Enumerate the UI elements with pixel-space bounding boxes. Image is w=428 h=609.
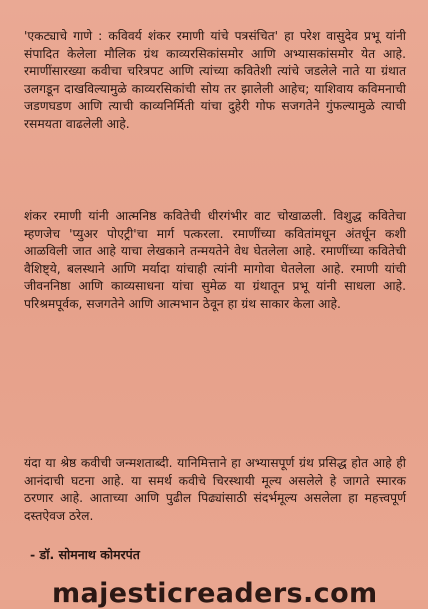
- watermark-text: majesticreaders.com: [52, 578, 378, 609]
- blurb-paragraph-3: यंदा या श्रेष्ठ कवीची जन्मशताब्दी. यानिमित्ताने हा अभ्यासपूर्ण ग्रंथ प्रसिद्ध होत आहे ही आनंदाची घटना आहे. या समर्थ कवीचे चिरस्थायी मूल्य असलेले हे जागते स्मारक ठरणार आहे. आताच्या आणि पुढील पिढ्यांसाठी संदर्भमूल्य असलेला हा महत्त्वपूर्ण दस्तऐवज ठरेल.: [24, 456, 406, 523]
- blurb-paragraph-2: शंकर रमाणी यांनी आत्मनिष्ठ कवितेची धीरगंभीर वाट चोखाळली. विशुद्ध कवितेचा म्हणजेच 'प्युअर पोएट्री'चा मार्ग पत्करला. रमाणींच्या कवितांमधून अंतर्धून कशी आळविली जात आहे याचा लेखकाने तन्मयतेने वेध घेतलेला आहे. रमाणींच्या कवितेची वैशिष्ट्ये, बलस्थाने आणि मर्यादा यांचाही त्यांनी मागोवा घेतलेला आहे. रमाणी यांची जीवननिष्ठा आणि काव्यसाधना यांचा सुमेळ या ग्रंथातून प्रभू यांनी साधला आहे. परिश्रमपूर्वक, सजगतेने आणि आत्मभान ठेवून हा ग्रंथ साकार केला आहे.: [24, 209, 406, 311]
- author-signature: - डॉ. सोमनाथ कोमरपंत: [30, 547, 140, 562]
- blurb-paragraph-1: 'एकट्याचे गाणे : कविवर्य शंकर रमाणी यांचे पत्रसंचित' हा परेश वासुदेव प्रभू यांनी संपादित केलेला मौलिक ग्रंथ काव्यरसिकांसमोर आणि अभ्यासकांसमोर येत आहे. रमाणींसारख्या कवीचा चरित्रपट आणि त्यांच्या कवितेशी त्यांचे जडलेले नाते या ग्रंथात उलगडून दाखविल्यामुळे काव्यरसिकांची सोय तर झालेली आहेच; याशिवाय कविमनाची जडणघडण आणि त्याची काव्यनिर्मिती यांचा दुहेरी गोफ सजगतेने गुंफल्यामुळे त्याची रसमयता वाढलेली आहे.: [24, 29, 406, 131]
